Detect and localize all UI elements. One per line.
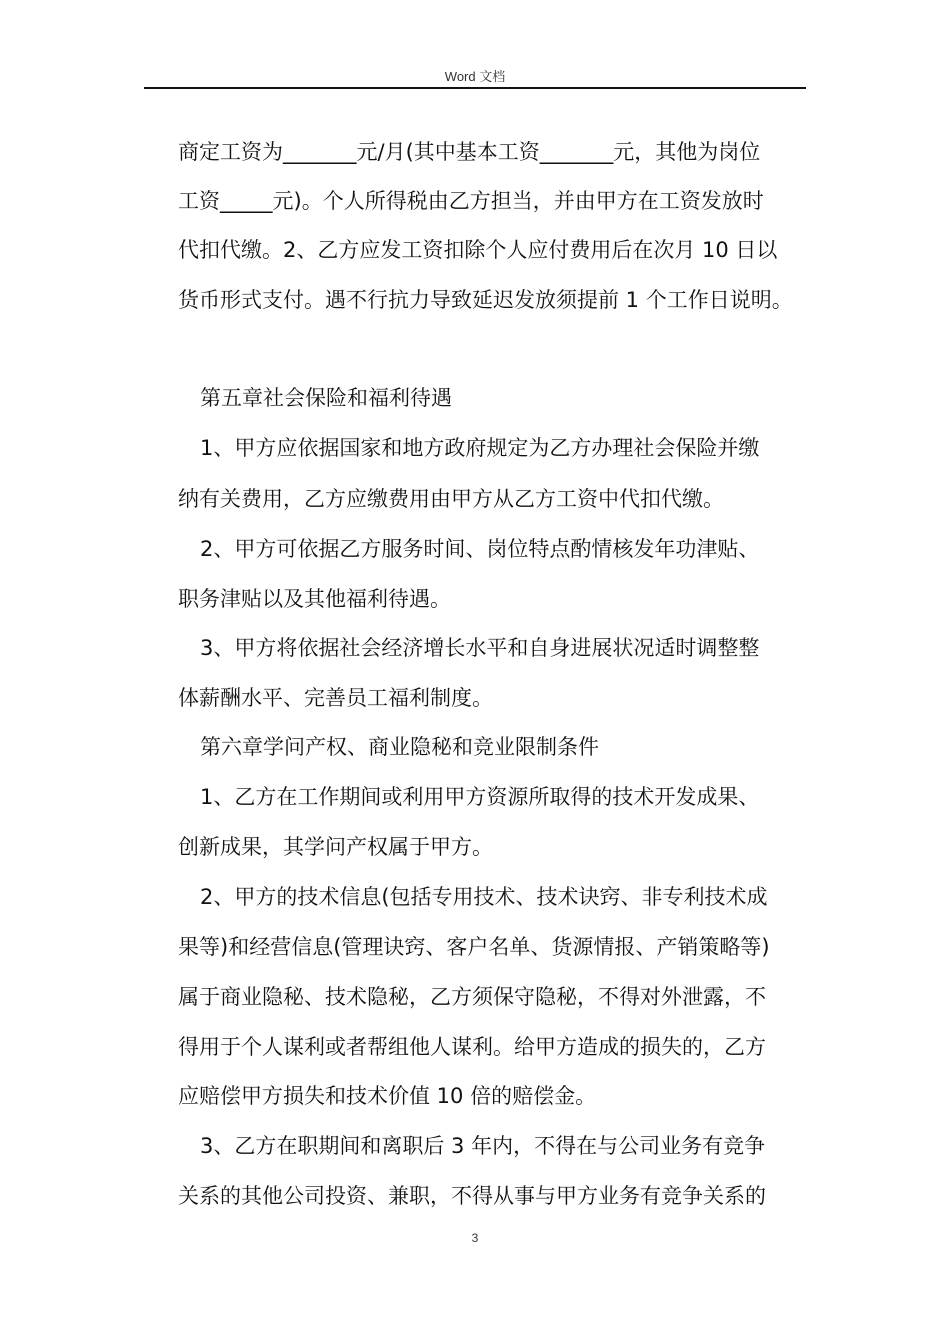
page-number: 3 <box>471 1231 479 1245</box>
body-line: 应赔偿甲方损失和技术价值 10 倍的赔偿金。 <box>178 1084 597 1108</box>
header-divider <box>144 87 806 89</box>
body-line: 货币形式支付。遇不行抗力导致延迟发放须提前 1 个工作日说明。 <box>178 288 793 312</box>
body-line: 3、乙方在职期间和离职后 3 年内，不得在与公司业务有竞争 <box>200 1134 766 1158</box>
body-line: 2、甲方的技术信息(包括专用技术、技术诀窍、非专利技术成 <box>200 885 768 909</box>
body-line: 创新成果，其学问产权属于甲方。 <box>178 835 493 859</box>
chapter-heading: 第六章学问产权、商业隐秘和竞业限制条件 <box>200 735 599 759</box>
body-line: 体薪酬水平、完善员工福利制度。 <box>178 686 493 710</box>
body-line: 1、甲方应依据国家和地方政府规定为乙方办理社会保险并缴 <box>200 436 760 460</box>
body-line: 职务津贴以及其他福利待遇。 <box>178 587 451 611</box>
chapter-heading: 第五章社会保险和福利待遇 <box>200 386 452 410</box>
body-line: 商定工资为_______元/月(其中基本工资_______元，其他为岗位 <box>178 140 761 164</box>
body-line: 3、甲方将依据社会经济增长水平和自身进展状况适时调整整 <box>200 636 760 660</box>
body-line: 1、乙方在工作期间或利用甲方资源所取得的技术开发成果、 <box>200 785 760 809</box>
page-header: Word 文档 <box>444 69 506 84</box>
body-line: 工资_____元)。个人所得税由乙方担当，并由甲方在工资发放时 <box>178 189 764 213</box>
body-line: 代扣代缴。2、乙方应发工资扣除个人应付费用后在次月 10 日以 <box>178 238 778 262</box>
body-line: 纳有关费用，乙方应缴费用由甲方从乙方工资中代扣代缴。 <box>178 487 724 511</box>
body-line: 2、甲方可依据乙方服务时间、岗位特点酌情核发年功津贴、 <box>200 537 760 561</box>
body-line: 关系的其他公司投资、兼职，不得从事与甲方业务有竞争关系的 <box>178 1184 766 1208</box>
body-line: 得用于个人谋利或者帮组他人谋利。给甲方造成的损失的，乙方 <box>178 1035 766 1059</box>
body-line: 果等)和经营信息(管理诀窍、客户名单、货源情报、产销策略等) <box>178 935 770 959</box>
body-line: 属于商业隐秘、技术隐秘，乙方须保守隐秘，不得对外泄露，不 <box>178 985 766 1009</box>
